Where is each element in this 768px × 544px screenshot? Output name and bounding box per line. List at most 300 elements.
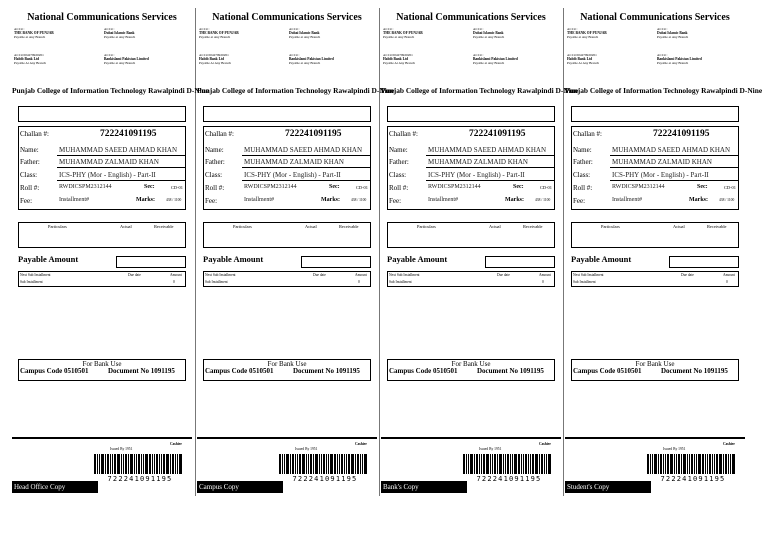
- barcode: [279, 454, 371, 474]
- marks-label: Marks:: [321, 197, 340, 203]
- father-label: Father:: [20, 158, 40, 166]
- challan-copy-bank: [381, 0, 579, 500]
- sec-value: CD-01: [724, 185, 736, 190]
- barcode-bar: [698, 454, 701, 474]
- barcode-bar: [712, 454, 713, 474]
- sec-value: CD-01: [540, 185, 552, 190]
- barcode-bar: [364, 454, 367, 474]
- challan-label: Challan #:: [20, 130, 49, 138]
- barcode-bar: [546, 454, 547, 474]
- barcode-bar: [652, 454, 653, 474]
- col-actual: Actual: [673, 224, 685, 229]
- payable-amount-box: [485, 256, 555, 268]
- installment-name: Sub Installment: [20, 280, 43, 284]
- barcode-bar: [355, 454, 356, 474]
- bank-use-box: [203, 359, 371, 381]
- barcode-bar: [483, 454, 485, 474]
- col-particulars: Particulars: [48, 224, 67, 229]
- barcode-bar: [138, 454, 140, 474]
- college-name: Punjab College of Information Technology Rawalpindi D-Nine: [197, 86, 395, 95]
- barcode-bar: [691, 454, 693, 474]
- account-2: ACC# : Dubai Islamic Bank Payable at Any Branch: [473, 27, 505, 40]
- barcode-bar: [674, 454, 675, 474]
- barcode-bar: [134, 454, 135, 474]
- barcode-bar: [505, 454, 506, 474]
- roll-value: RWDICSPM2312144: [244, 184, 297, 190]
- barcode-bar: [539, 454, 540, 474]
- divider: [57, 167, 185, 168]
- installment-name: Sub Installment: [205, 280, 228, 284]
- copy-divider: [563, 8, 564, 496]
- barcode-bar: [163, 454, 165, 474]
- barcode-bar: [716, 454, 718, 474]
- account-4: ACC# : Bankislami Pakistan Limited Payable at Any Branch: [289, 53, 334, 66]
- barcode-bar: [660, 454, 662, 474]
- col-next-installment: Next Sub Installment: [389, 273, 420, 277]
- barcode-bar: [330, 454, 333, 474]
- company-title: National Communications Services: [212, 12, 362, 23]
- blank-box: [203, 106, 371, 122]
- barcode-bar: [647, 454, 649, 474]
- account-2: ACC# : Dubai Islamic Bank Payable at Any Branch: [104, 27, 136, 40]
- roll-label: Roll #:: [205, 184, 225, 192]
- barcode-bar: [663, 454, 664, 474]
- barcode-bar: [145, 454, 148, 474]
- document-number: Document No 1091195: [661, 367, 728, 375]
- class-value: ICS-PHY (Mor - English) - Part-II: [59, 171, 156, 179]
- student-name: MUHAMMAD SAEED AHMAD KHAN: [428, 146, 547, 154]
- barcode-bar: [479, 454, 480, 474]
- barcode-bar: [523, 454, 524, 474]
- barcode-bar: [468, 454, 469, 474]
- roll-value: RWDICSPM2312144: [428, 184, 481, 190]
- barcode-bar: [714, 454, 715, 474]
- barcode-bar: [175, 454, 176, 474]
- col-amount: Amount: [170, 273, 182, 277]
- barcode-bar: [705, 454, 706, 474]
- barcode-bar: [702, 454, 704, 474]
- marks-value: 438 / 1100: [166, 198, 182, 202]
- copy-name: Student's Copy: [565, 481, 651, 493]
- barcode-bar: [112, 454, 113, 474]
- barcode-bar: [290, 454, 291, 474]
- barcode-bar: [130, 454, 133, 474]
- divider: [57, 180, 185, 181]
- account-1: ACC# : THE BANK OF PUNJAB Payable at Any Branch: [14, 27, 54, 40]
- marks-label: Marks:: [505, 197, 524, 203]
- marks-label: Marks:: [136, 197, 155, 203]
- col-particulars: Particulars: [417, 224, 436, 229]
- father-name: MUHAMMAD ZALMAID KHAN: [59, 158, 159, 166]
- barcode-bar: [282, 454, 283, 474]
- student-name: MUHAMMAD SAEED AHMAD KHAN: [244, 146, 363, 154]
- divider: [242, 167, 370, 168]
- barcode-bar: [544, 454, 545, 474]
- divider: [610, 180, 738, 181]
- barcode-number: 722241091195: [476, 475, 542, 483]
- barcode-bar: [149, 454, 151, 474]
- barcode-bar: [348, 454, 350, 474]
- marks-value: 438 / 1100: [719, 198, 735, 202]
- barcode-bar: [535, 454, 538, 474]
- barcode-bar: [362, 454, 363, 474]
- account-4: ACC# : Bankislami Pakistan Limited Payable at Any Branch: [104, 53, 149, 66]
- stamp-line: [381, 437, 561, 439]
- father-label: Father:: [205, 158, 225, 166]
- stamp-line: [12, 437, 192, 439]
- barcode-bar: [518, 454, 520, 474]
- barcode-bar: [105, 454, 106, 474]
- col-amount: Amount: [539, 273, 551, 277]
- barcode-bar: [521, 454, 522, 474]
- barcode-bar: [512, 454, 513, 474]
- divider: [610, 155, 738, 156]
- college-name: Punjab College of Information Technology Rawalpindi D-Nine: [565, 86, 763, 95]
- challan-number: 722241091195: [653, 129, 710, 139]
- challan-number: 722241091195: [100, 129, 157, 139]
- barcode-bar: [141, 454, 142, 474]
- barcode-bar: [528, 454, 529, 474]
- challan-number: 722241091195: [285, 129, 342, 139]
- account-1: ACC# : THE BANK OF PUNJAB Payable at Any Branch: [383, 27, 423, 40]
- class-label: Class:: [573, 171, 591, 179]
- copy-divider: [379, 8, 380, 496]
- barcode-bar: [476, 454, 478, 474]
- divider: [57, 155, 185, 156]
- barcode-bar: [321, 454, 322, 474]
- for-bank-use-label: For Bank Use: [451, 360, 491, 368]
- fee-label: Fee:: [389, 197, 402, 205]
- issued-by: Issued By 1951: [110, 447, 133, 451]
- barcode-bar: [313, 454, 314, 474]
- col-due-date: Due date: [681, 273, 694, 277]
- barcode: [463, 454, 555, 474]
- barcode-bar: [689, 454, 690, 474]
- payable-amount-label: Payable Amount: [571, 254, 632, 264]
- barcode-bar: [470, 454, 473, 474]
- marks-value: 438 / 1100: [351, 198, 367, 202]
- installment-amount: 0: [358, 280, 360, 284]
- campus-code: Campus Code 0510501: [205, 367, 274, 375]
- barcode-bar: [728, 454, 729, 474]
- barcode-bar: [315, 454, 318, 474]
- installment-name: Sub Installment: [573, 280, 596, 284]
- installment-name: Sub Installment: [389, 280, 412, 284]
- barcode-bar: [170, 454, 171, 474]
- blank-box: [387, 106, 555, 122]
- barcode-bar: [344, 454, 345, 474]
- barcode-number: 722241091195: [107, 475, 173, 483]
- barcode-bar: [678, 454, 680, 474]
- barcode-bar: [548, 454, 551, 474]
- barcode-bar: [707, 454, 708, 474]
- account-3: ACC# 004279920201 Habib Bank Ltd Payable At Any Branch: [14, 53, 46, 66]
- barcode-bar: [650, 454, 651, 474]
- barcode-bar: [694, 454, 695, 474]
- barcode-bar: [507, 454, 509, 474]
- barcode-bar: [326, 454, 327, 474]
- barcode-bar: [279, 454, 281, 474]
- for-bank-use-label: For Bank Use: [267, 360, 307, 368]
- class-value: ICS-PHY (Mor - English) - Part-II: [244, 171, 341, 179]
- col-receivable: Receivable: [523, 224, 543, 229]
- barcode-bar: [667, 454, 669, 474]
- installment-amount: 0: [542, 280, 544, 284]
- barcode-bar: [161, 454, 162, 474]
- campus-code: Campus Code 0510501: [573, 367, 642, 375]
- barcode-bar: [486, 454, 489, 474]
- barcode-bar: [319, 454, 320, 474]
- barcode-bar: [481, 454, 482, 474]
- barcode-bar: [159, 454, 160, 474]
- divider: [426, 180, 554, 181]
- account-3: ACC# 004279920201 Habib Bank Ltd Payable At Any Branch: [383, 53, 415, 66]
- for-bank-use-label: For Bank Use: [82, 360, 122, 368]
- divider: [610, 167, 738, 168]
- col-due-date: Due date: [313, 273, 326, 277]
- roll-label: Roll #:: [573, 184, 593, 192]
- account-2: ACC# : Dubai Islamic Bank Payable at Any Branch: [657, 27, 689, 40]
- barcode-bar: [123, 454, 124, 474]
- blank-box: [571, 106, 739, 122]
- barcode-bar: [654, 454, 657, 474]
- barcode-bar: [494, 454, 496, 474]
- barcode-bar: [503, 454, 504, 474]
- payable-amount-label: Payable Amount: [387, 254, 448, 264]
- father-name: MUHAMMAD ZALMAID KHAN: [612, 158, 712, 166]
- barcode-bar: [97, 454, 98, 474]
- divider: [426, 155, 554, 156]
- class-value: ICS-PHY (Mor - English) - Part-II: [612, 171, 709, 179]
- issued-by: Issued By 1951: [479, 447, 502, 451]
- issued-by: Issued By 1951: [663, 447, 686, 451]
- barcode-bar: [125, 454, 127, 474]
- barcode-bar: [128, 454, 129, 474]
- barcode-bar: [295, 454, 296, 474]
- fee-value: Installment#: [428, 197, 458, 203]
- barcode-bar: [179, 454, 182, 474]
- barcode-bar: [121, 454, 122, 474]
- payable-amount-label: Payable Amount: [203, 254, 264, 264]
- document-number: Document No 1091195: [108, 367, 175, 375]
- sec-value: CD-01: [356, 185, 368, 190]
- barcode-bar: [525, 454, 527, 474]
- copy-name: Campus Copy: [197, 481, 283, 493]
- barcode-bar: [514, 454, 517, 474]
- student-name: MUHAMMAD SAEED AHMAD KHAN: [612, 146, 731, 154]
- name-label: Name:: [389, 146, 408, 154]
- cashier-label: Cashier: [723, 442, 735, 446]
- barcode-bar: [341, 454, 343, 474]
- barcode-bar: [154, 454, 155, 474]
- col-next-installment: Next Sub Installment: [205, 273, 236, 277]
- barcode-bar: [337, 454, 338, 474]
- class-label: Class:: [20, 171, 38, 179]
- barcode-bar: [474, 454, 475, 474]
- marks-label: Marks:: [689, 197, 708, 203]
- barcode-bar: [156, 454, 158, 474]
- barcode-bar: [99, 454, 100, 474]
- col-next-installment: Next Sub Installment: [20, 273, 51, 277]
- barcode-bar: [284, 454, 285, 474]
- barcode-bar: [725, 454, 727, 474]
- fee-value: Installment#: [244, 197, 274, 203]
- barcode-number: 722241091195: [660, 475, 726, 483]
- company-title: National Communications Services: [27, 12, 177, 23]
- class-label: Class:: [389, 171, 407, 179]
- document-number: Document No 1091195: [477, 367, 544, 375]
- name-label: Name:: [20, 146, 39, 154]
- barcode-bar: [136, 454, 137, 474]
- barcode-bar: [297, 454, 298, 474]
- barcode-bar: [172, 454, 174, 474]
- barcode-bar: [177, 454, 178, 474]
- col-actual: Actual: [489, 224, 501, 229]
- issued-by: Issued By 1951: [295, 447, 318, 451]
- installment-amount: 0: [173, 280, 175, 284]
- barcode-bar: [357, 454, 359, 474]
- barcode-bar: [152, 454, 153, 474]
- fee-value: Installment#: [612, 197, 642, 203]
- bank-use-box: [18, 359, 186, 381]
- sec-label: Sec:: [329, 184, 340, 190]
- barcode-bar: [114, 454, 116, 474]
- campus-code: Campus Code 0510501: [20, 367, 89, 375]
- barcode-bar: [696, 454, 697, 474]
- challan-label: Challan #:: [389, 130, 418, 138]
- divider: [426, 167, 554, 168]
- barcode-bar: [302, 454, 305, 474]
- name-label: Name:: [573, 146, 592, 154]
- barcode-bar: [360, 454, 361, 474]
- barcode-bar: [463, 454, 465, 474]
- barcode-bar: [286, 454, 289, 474]
- barcode-bar: [510, 454, 511, 474]
- account-1: ACC# : THE BANK OF PUNJAB Payable at Any Branch: [199, 27, 239, 40]
- account-4: ACC# : Bankislami Pakistan Limited Payable at Any Branch: [657, 53, 702, 66]
- marks-value: 438 / 1100: [535, 198, 551, 202]
- barcode-bar: [107, 454, 109, 474]
- barcode-bar: [299, 454, 301, 474]
- col-amount: Amount: [355, 273, 367, 277]
- divider: [242, 155, 370, 156]
- barcode-bar: [292, 454, 294, 474]
- college-name: Punjab College of Information Technology Rawalpindi D-Nine: [381, 86, 579, 95]
- account-1: ACC# : THE BANK OF PUNJAB Payable at Any Branch: [567, 27, 607, 40]
- barcode-bar: [709, 454, 711, 474]
- document-number: Document No 1091195: [293, 367, 360, 375]
- barcode-bar: [143, 454, 144, 474]
- col-due-date: Due date: [128, 273, 141, 277]
- barcode-bar: [732, 454, 735, 474]
- roll-value: RWDICSPM2312144: [59, 184, 112, 190]
- barcode-bar: [665, 454, 666, 474]
- barcode-bar: [719, 454, 722, 474]
- barcode-bar: [730, 454, 731, 474]
- barcode-bar: [351, 454, 354, 474]
- father-name: MUHAMMAD ZALMAID KHAN: [428, 158, 528, 166]
- account-3: ACC# 004279920201 Habib Bank Ltd Payable At Any Branch: [567, 53, 599, 66]
- barcode-bar: [328, 454, 329, 474]
- col-amount: Amount: [723, 273, 735, 277]
- challan-label: Challan #:: [205, 130, 234, 138]
- barcode-bar: [323, 454, 325, 474]
- barcode-bar: [310, 454, 312, 474]
- class-value: ICS-PHY (Mor - English) - Part-II: [428, 171, 525, 179]
- class-label: Class:: [205, 171, 223, 179]
- sec-label: Sec:: [513, 184, 524, 190]
- stamp-line: [565, 437, 745, 439]
- for-bank-use-label: For Bank Use: [635, 360, 675, 368]
- barcode-bar: [94, 454, 96, 474]
- college-name: Punjab College of Information Technology Rawalpindi D-Nine: [12, 86, 210, 95]
- barcode: [94, 454, 186, 474]
- copy-name: Head Office Copy: [12, 481, 98, 493]
- barcode-bar: [101, 454, 104, 474]
- father-name: MUHAMMAD ZALMAID KHAN: [244, 158, 344, 166]
- barcode-bar: [681, 454, 682, 474]
- challan-copy-head-office: [12, 0, 210, 500]
- col-actual: Actual: [120, 224, 132, 229]
- barcode-bar: [346, 454, 347, 474]
- company-title: National Communications Services: [580, 12, 730, 23]
- barcode-bar: [497, 454, 498, 474]
- barcode-bar: [339, 454, 340, 474]
- account-3: ACC# 004279920201 Habib Bank Ltd Payable At Any Branch: [199, 53, 231, 66]
- cashier-label: Cashier: [170, 442, 182, 446]
- barcode-bar: [658, 454, 659, 474]
- barcode-bar: [334, 454, 336, 474]
- divider: [242, 180, 370, 181]
- barcode-bar: [541, 454, 543, 474]
- barcode-bar: [490, 454, 491, 474]
- cashier-label: Cashier: [355, 442, 367, 446]
- father-label: Father:: [573, 158, 593, 166]
- col-actual: Actual: [305, 224, 317, 229]
- roll-value: RWDICSPM2312144: [612, 184, 665, 190]
- father-label: Father:: [389, 158, 409, 166]
- blank-box: [18, 106, 186, 122]
- col-particulars: Particulars: [601, 224, 620, 229]
- barcode-bar: [306, 454, 307, 474]
- fee-label: Fee:: [20, 197, 33, 205]
- payable-amount-box: [116, 256, 186, 268]
- fee-value: Installment#: [59, 197, 89, 203]
- challan-copy-student: [565, 0, 763, 500]
- roll-label: Roll #:: [389, 184, 409, 192]
- cashier-label: Cashier: [539, 442, 551, 446]
- challan-number: 722241091195: [469, 129, 526, 139]
- col-due-date: Due date: [497, 273, 510, 277]
- barcode-number: 722241091195: [292, 475, 358, 483]
- barcode-bar: [530, 454, 531, 474]
- col-next-installment: Next Sub Installment: [573, 273, 604, 277]
- bank-use-box: [387, 359, 555, 381]
- barcode-bar: [110, 454, 111, 474]
- barcode-bar: [166, 454, 169, 474]
- company-title: National Communications Services: [396, 12, 546, 23]
- payable-amount-box: [669, 256, 739, 268]
- barcode-bar: [687, 454, 688, 474]
- payable-amount-box: [301, 256, 371, 268]
- barcode-bar: [492, 454, 493, 474]
- account-4: ACC# : Bankislami Pakistan Limited Payable at Any Branch: [473, 53, 518, 66]
- student-name: MUHAMMAD SAEED AHMAD KHAN: [59, 146, 178, 154]
- installment-amount: 0: [726, 280, 728, 284]
- sec-label: Sec:: [144, 184, 155, 190]
- challan-copy-campus: [197, 0, 395, 500]
- barcode-bar: [670, 454, 673, 474]
